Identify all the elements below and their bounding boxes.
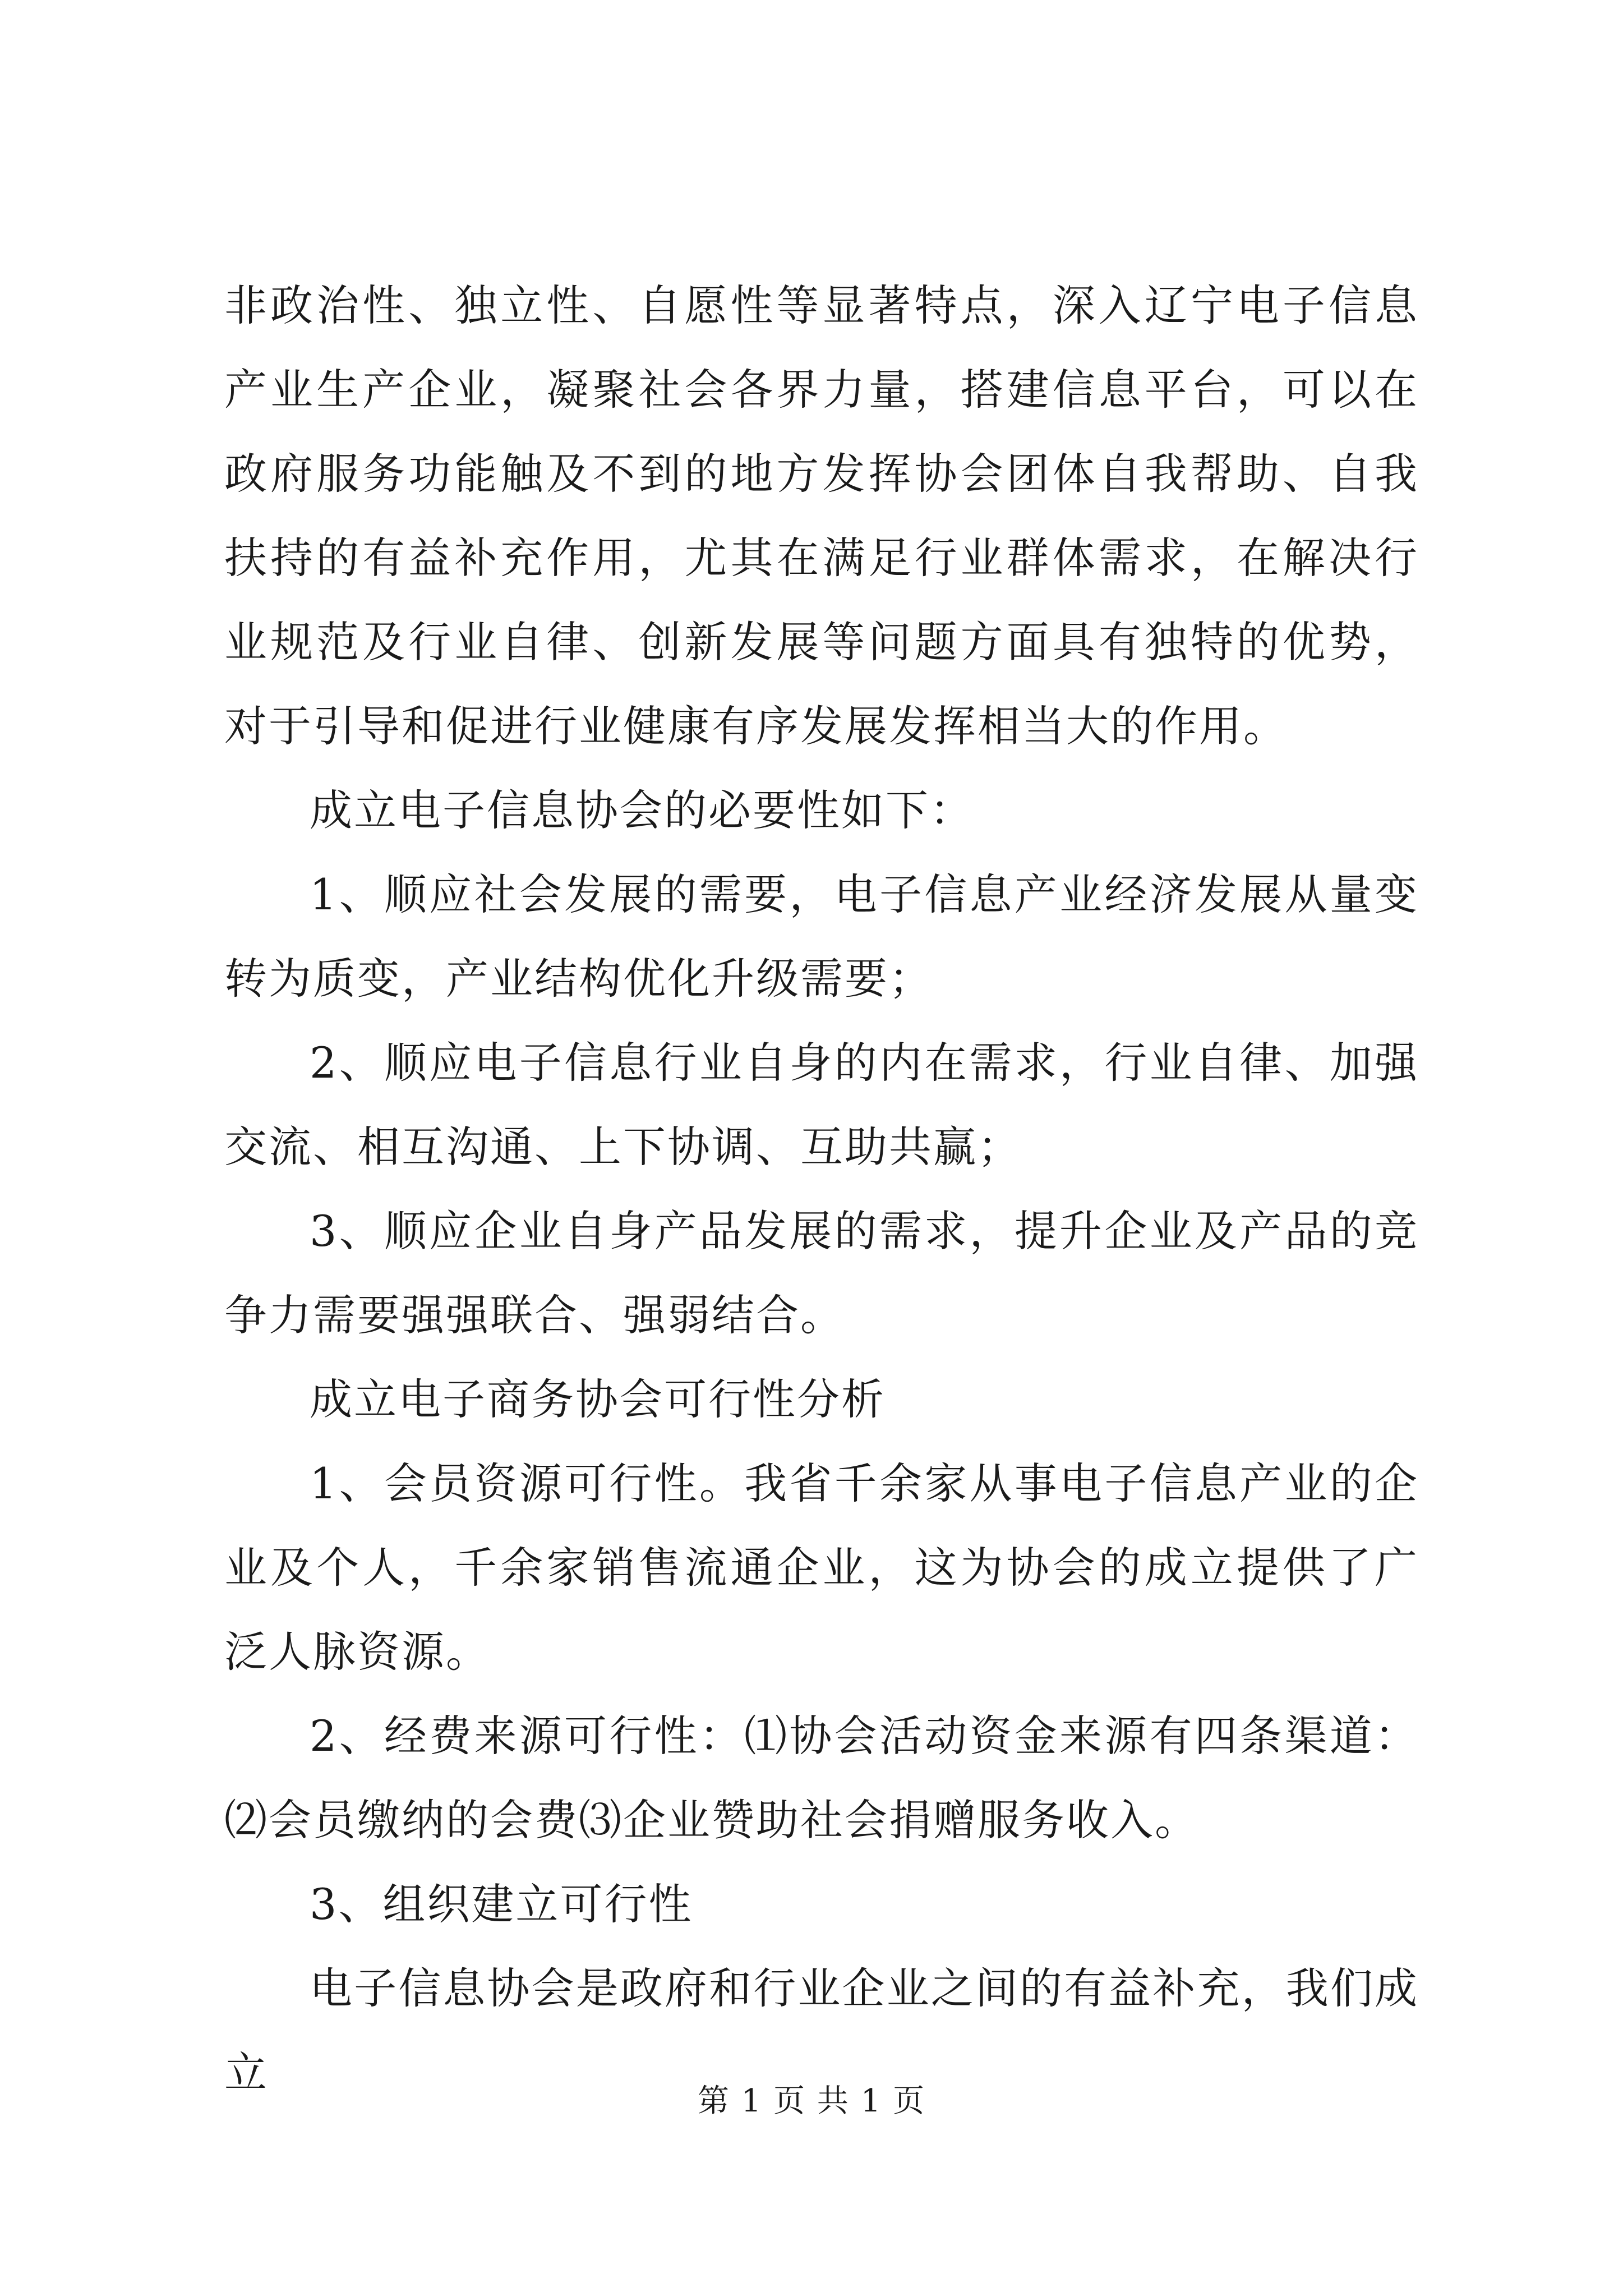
paragraph-necessity-heading: 成立电子信息协会的必要性如下：: [310, 785, 974, 835]
paragraph-closing: 电子信息协会是政府和行业企业之间的有益补充，我们成立: [224, 1963, 1419, 2097]
document-body: [224, 264, 1419, 2115]
paragraph-necessity-3: 3、顺应企业自身产品发展的需求，提升企业及产品的竞争力需要强强联合、强弱结合。: [224, 1206, 1419, 1340]
paragraph-feasibility-2: 2、经费来源可行性：⑴协会活动资金来源有四条渠道：⑵会员缴纳的会费⑶企业赞助社会捐赠服务收入。: [224, 1711, 1419, 1845]
paragraph-feasibility-1: 1、会员资源可行性。我省千余家从事电子信息产业的企业及个人，千余家销售流通企业，这为协会的成立提供了广泛人脉资源。: [224, 1458, 1419, 1677]
page-number-footer: 第 1 页 共 1 页: [697, 2083, 926, 2119]
paragraph-feasibility-heading: 成立电子商务协会可行性分析: [310, 1374, 886, 1424]
paragraph-necessity-2: 2、顺应电子信息行业自身的内在需求，行业自律、加强交流、相互沟通、上下协调、互助共赢；: [224, 1038, 1419, 1172]
paragraph-continuation: 非政治性、独立性、自愿性等显著特点，深入辽宁电子信息产业生产企业，凝聚社会各界力量，搭建信息平台，可以在政府服务功能触及不到的地方发挥协会团体自我帮助、自我扶持的有益补充作用，尤其在满足行业群体需求，在解决行业规范及行业自律、创新发展等问题方面具有独特的优势，对于引导和促进行业健康有序发展发挥相当大的作用。: [224, 280, 1419, 751]
paragraph-necessity-1: 1、顺应社会发展的需要，电子信息产业经济发展从量变转为质变，产业结构优化升级需要；: [224, 869, 1419, 1004]
paragraph-feasibility-3: 3、组织建立可行性: [310, 1879, 693, 1929]
